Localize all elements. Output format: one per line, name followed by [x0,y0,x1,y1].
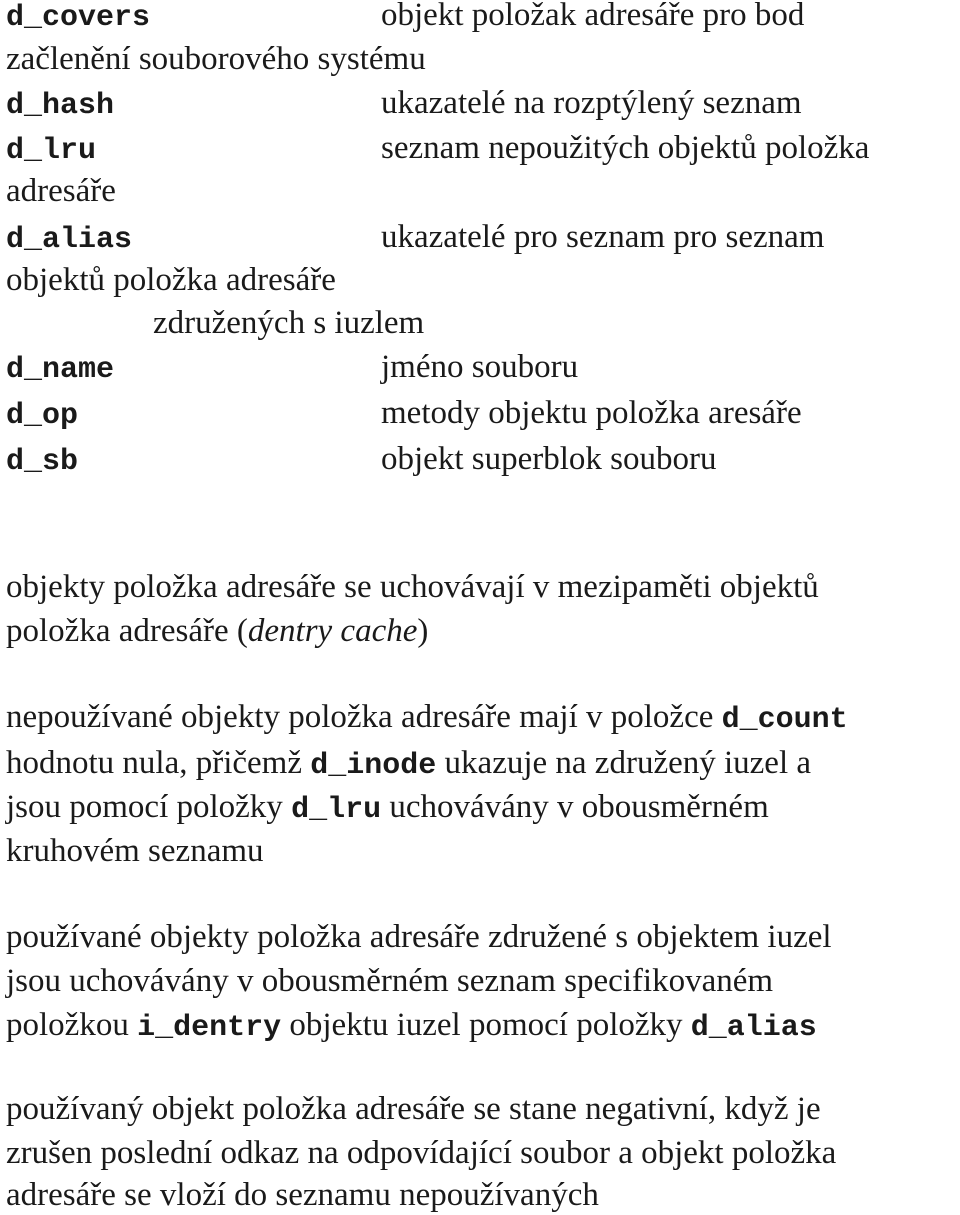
field-name: d_op [6,399,79,433]
field-description: ukazatelé pro seznam pro seznam [381,219,825,255]
field-description: objekt položak adresáře pro bod [381,0,805,33]
text: položkou [6,1007,138,1043]
text: položka adresáře ( [6,613,248,649]
paragraph-1-line-2 [6,612,428,650]
paragraph-2-line-4: kruhovém seznamu [6,833,264,869]
text: uchovávány v obousměrném [381,789,769,825]
field-description: seznam nepoužitých objektů položka [381,130,870,166]
text: nepoužívané objekty položka adresáře mají v položce [6,699,722,735]
field-name: d_hash [6,89,115,123]
text: objektu iuzel pomocí položky [281,1007,691,1043]
field-row-d-alias [6,218,825,257]
inline-code: d_lru [291,793,382,827]
field-description: jméno souboru [381,349,579,385]
text: ) [417,613,429,649]
paragraph-4-line-3: adresáře se vloží do seznamu nepoužívaných [6,1177,599,1213]
text: ukazuje na združený iuzel a [436,745,812,781]
field-row-d-lru [6,129,870,168]
paragraph-1-line-1: objekty položka adresáře se uchovávají v mezipaměti objektů [6,569,819,605]
paragraph-3-line-1: používané objekty položka adresáře združené s objektem iuzel [6,919,832,955]
inline-code: d_count [721,703,848,737]
field-row-d-sb [6,440,717,479]
field-name: d_name [6,353,115,387]
field-name: d_lru [6,134,97,168]
field-description-continuation: adresáře [6,173,116,209]
paragraph-2-line-1 [6,698,848,736]
field-name: d_alias [6,223,133,257]
italic-term: dentry cache [247,613,418,649]
inline-code: d_inode [310,749,437,783]
paragraph-3-line-3 [6,1006,817,1044]
field-row-d-name [6,348,579,387]
paragraph-2-line-2 [6,744,811,782]
inline-code: i_dentry [137,1011,282,1045]
paragraph-4-line-1: používaný objekt položka adresáře se stane negativní, když je [6,1091,821,1127]
field-description: ukazatelé na rozptýlený seznam [381,85,802,121]
paragraph-2-line-3 [6,788,769,826]
paragraph-3-line-2: jsou uchovávány v obousměrném seznam specifikovaném [6,963,774,999]
field-description: metody objektu položka aresáře [381,395,802,431]
text: jsou pomocí položky [6,789,292,825]
field-description: objekt superblok souboru [381,441,717,477]
field-description-continuation: objektů položka adresáře [6,262,336,298]
text: hodnotu nula, přičemž [6,745,311,781]
field-row-d-covers [6,0,805,35]
field-description-continuation: združených s iuzlem [153,305,425,341]
field-name: d_sb [6,445,79,479]
field-row-d-op [6,394,802,433]
inline-code: d_alias [690,1011,817,1045]
field-name: d_covers [6,1,151,35]
field-row-d-hash [6,84,802,123]
paragraph-4-line-2: zrušen poslední odkaz na odpovídající soubor a objekt položka [6,1135,837,1171]
field-description-continuation: začlenění souborového systému [6,41,426,77]
